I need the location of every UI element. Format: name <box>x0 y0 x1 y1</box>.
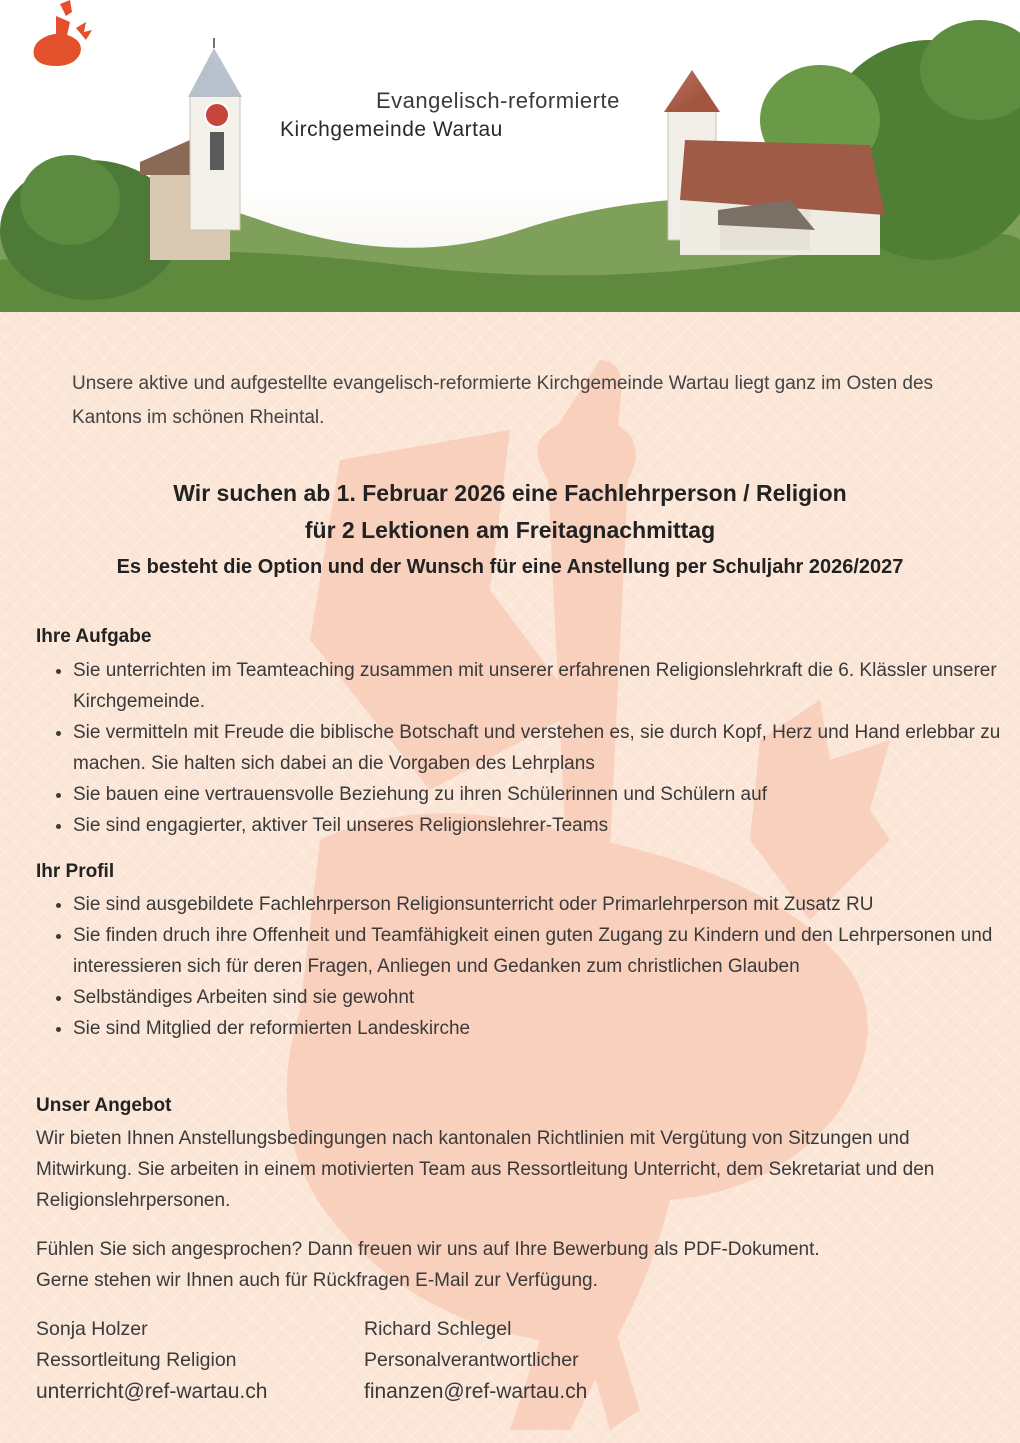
list-item: • Sie unterrichten im Teamteaching zusammen mit unserer erfahrenen Religionslehrkraft die 6. Klässler unserer Kirchgemeinde. <box>73 655 1003 717</box>
list-item: • Sie finden druch ihre Offenheit und Teamfähigkeit einen guten Zugang zu Kindern und den Lehrpersonen und interessieren sich für deren Fragen, Anliegen und Gedanken zum christlichen Glauben <box>73 920 1003 982</box>
headline-line3: Es besteht die Option und der Wunsch für eine Anstellung per Schuljahr 2026/2027 <box>116 556 904 578</box>
list-item: • Sie sind engagierter, aktiver Teil unseres Religionslehrer-Teams <box>73 810 1003 841</box>
profil-list <box>36 889 1003 1044</box>
contact-sonja <box>36 1314 267 1407</box>
header-banner <box>0 0 1020 312</box>
profil-title: Ihr Profil <box>36 861 115 882</box>
aufgabe-title: Ihre Aufgabe <box>36 626 152 647</box>
list-item: • Sie bauen eine vertrauensvolle Beziehung zu ihren Schülerinnen und Schülern auf <box>73 779 1003 810</box>
contact-name: Richard Schlegel <box>364 1318 512 1340</box>
closing-text <box>36 1234 986 1296</box>
contact-email-link[interactable]: finanzen@ref-wartau.ch <box>364 1380 588 1403</box>
closing-line2: Gerne stehen wir Ihnen auch für Rückfragen E-Mail zur Verfügung. <box>36 1270 598 1291</box>
angebot-title: Unser Angebot <box>36 1095 172 1116</box>
list-item: • Selbständiges Arbeiten sind sie gewohnt <box>73 982 1003 1013</box>
headline-line2: für 2 Lektionen am Freitagnachmittag <box>304 517 716 543</box>
contact-richard <box>364 1314 587 1407</box>
contact-role: Personalverantwortlicher <box>364 1349 579 1371</box>
intro-text: Unsere aktive und aufgestellte evangelisch-reformierte Kirchgemeinde Wartau liegt ganz im Osten des Kantons im schönen Rheintal. <box>72 373 934 428</box>
landscape-illustration <box>0 0 1020 312</box>
contact-name: Sonja Holzer <box>36 1318 148 1340</box>
list-item: • Sie sind ausgebildete Fachlehrperson Religionsunterricht oder Primarlehrperson mit Zusatz RU <box>73 889 1003 920</box>
aufgabe-list <box>36 655 1003 841</box>
contact-role: Ressortleitung Religion <box>36 1349 237 1371</box>
list-item: • Sie vermitteln mit Freude die biblische Botschaft und verstehen es, sie durch Kopf, Herz und Hand erlebbar zu machen. Sie halten sich dabei an die Vorgaben des Lehrplans <box>73 717 1003 779</box>
list-item: • Sie sind Mitglied der reformierten Landeskirche <box>73 1013 1003 1044</box>
logo-title-line2: Kirchgemeinde Wartau <box>280 118 503 141</box>
rooster-logo-icon <box>0 0 92 70</box>
closing-line1: Fühlen Sie sich angesprochen? Dann freuen wir uns auf Ihre Bewerbung als PDF-Dokument. <box>36 1239 820 1260</box>
contact-email-link[interactable]: unterricht@ref-wartau.ch <box>36 1380 268 1403</box>
angebot-text: Wir bieten Ihnen Anstellungsbedingungen nach kantonalen Richtlinien mit Vergütung von Sitzungen und Mitwirkung. Sie arbeiten in einem motivierten Team aus Ressortleitung Unterricht, dem Sekretariat und den Religionslehrpersonen. <box>36 1128 935 1211</box>
headline-line1: Wir suchen ab 1. Februar 2026 eine Fachlehrperson / Religion <box>173 480 847 506</box>
logo-title-line1: Evangelisch-reformierte <box>376 88 620 113</box>
job-headline <box>0 475 1020 585</box>
